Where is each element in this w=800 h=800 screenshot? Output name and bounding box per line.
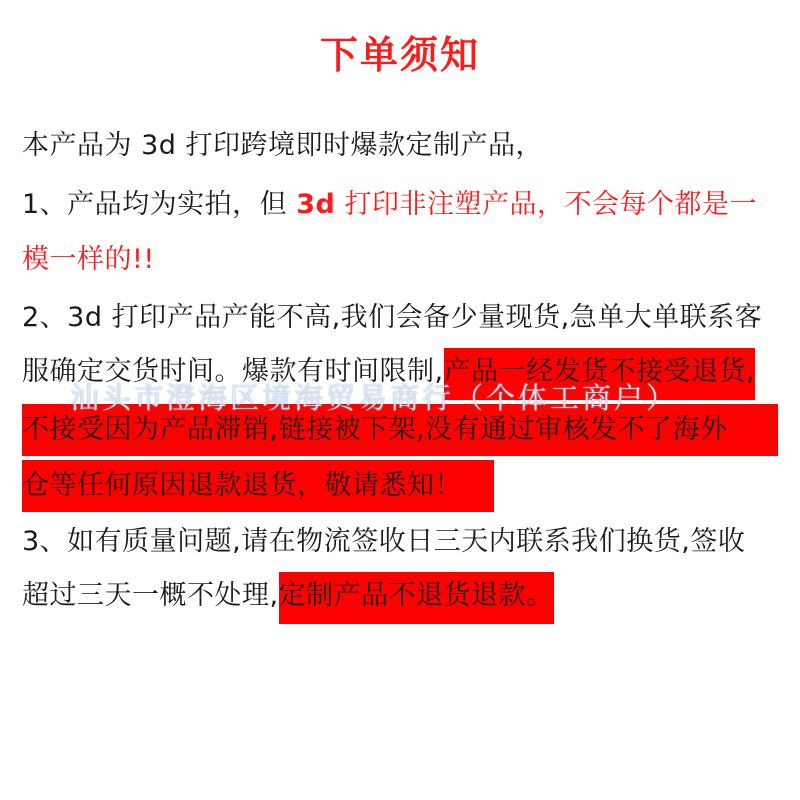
item1-line2: 模一样的!! — [22, 244, 155, 275]
item2-line3-highlight: 不接受因为产品滞销,链接被下架,没有通过审核发不了海外 — [22, 404, 778, 456]
item3-line1: 3、如有质量问题,请在物流签收日三天内联系我们换货,签收 — [22, 526, 746, 557]
item2-line2 — [22, 348, 755, 396]
item2-line4-highlight: 仓等任何原因退款退货，敬请悉知！ — [22, 460, 494, 512]
item2-line2-highlight: 产品一经发货不接受退货, — [444, 348, 756, 400]
item1-red-part: 打印非注塑产品，不会每个都是一 — [335, 189, 757, 220]
page-title: 下单须知 — [319, 33, 480, 77]
item3-line2-plain: 超过三天一概不处理, — [22, 580, 279, 611]
item2-line1: 2、3d 打印产品产能不高,我们会备少量现货,急单大单联系客 — [22, 302, 763, 333]
item1-line1 — [22, 181, 757, 229]
watermark: 汕头市澄海区境海贸易商行（个体工商户） — [70, 381, 679, 415]
item3-line2-highlight: 定制产品不退货退款。 — [279, 572, 554, 624]
item2-line2-plain: 服确定交货时间。爆款有时间限制, — [22, 356, 444, 387]
item1-bold: 3d — [296, 189, 336, 220]
item3-line2 — [22, 572, 554, 620]
intro-line: 本产品为 3d 打印跨境即时爆款定制产品， — [22, 130, 543, 161]
item1-prefix: 1、产品均为实拍，但 — [22, 189, 297, 220]
